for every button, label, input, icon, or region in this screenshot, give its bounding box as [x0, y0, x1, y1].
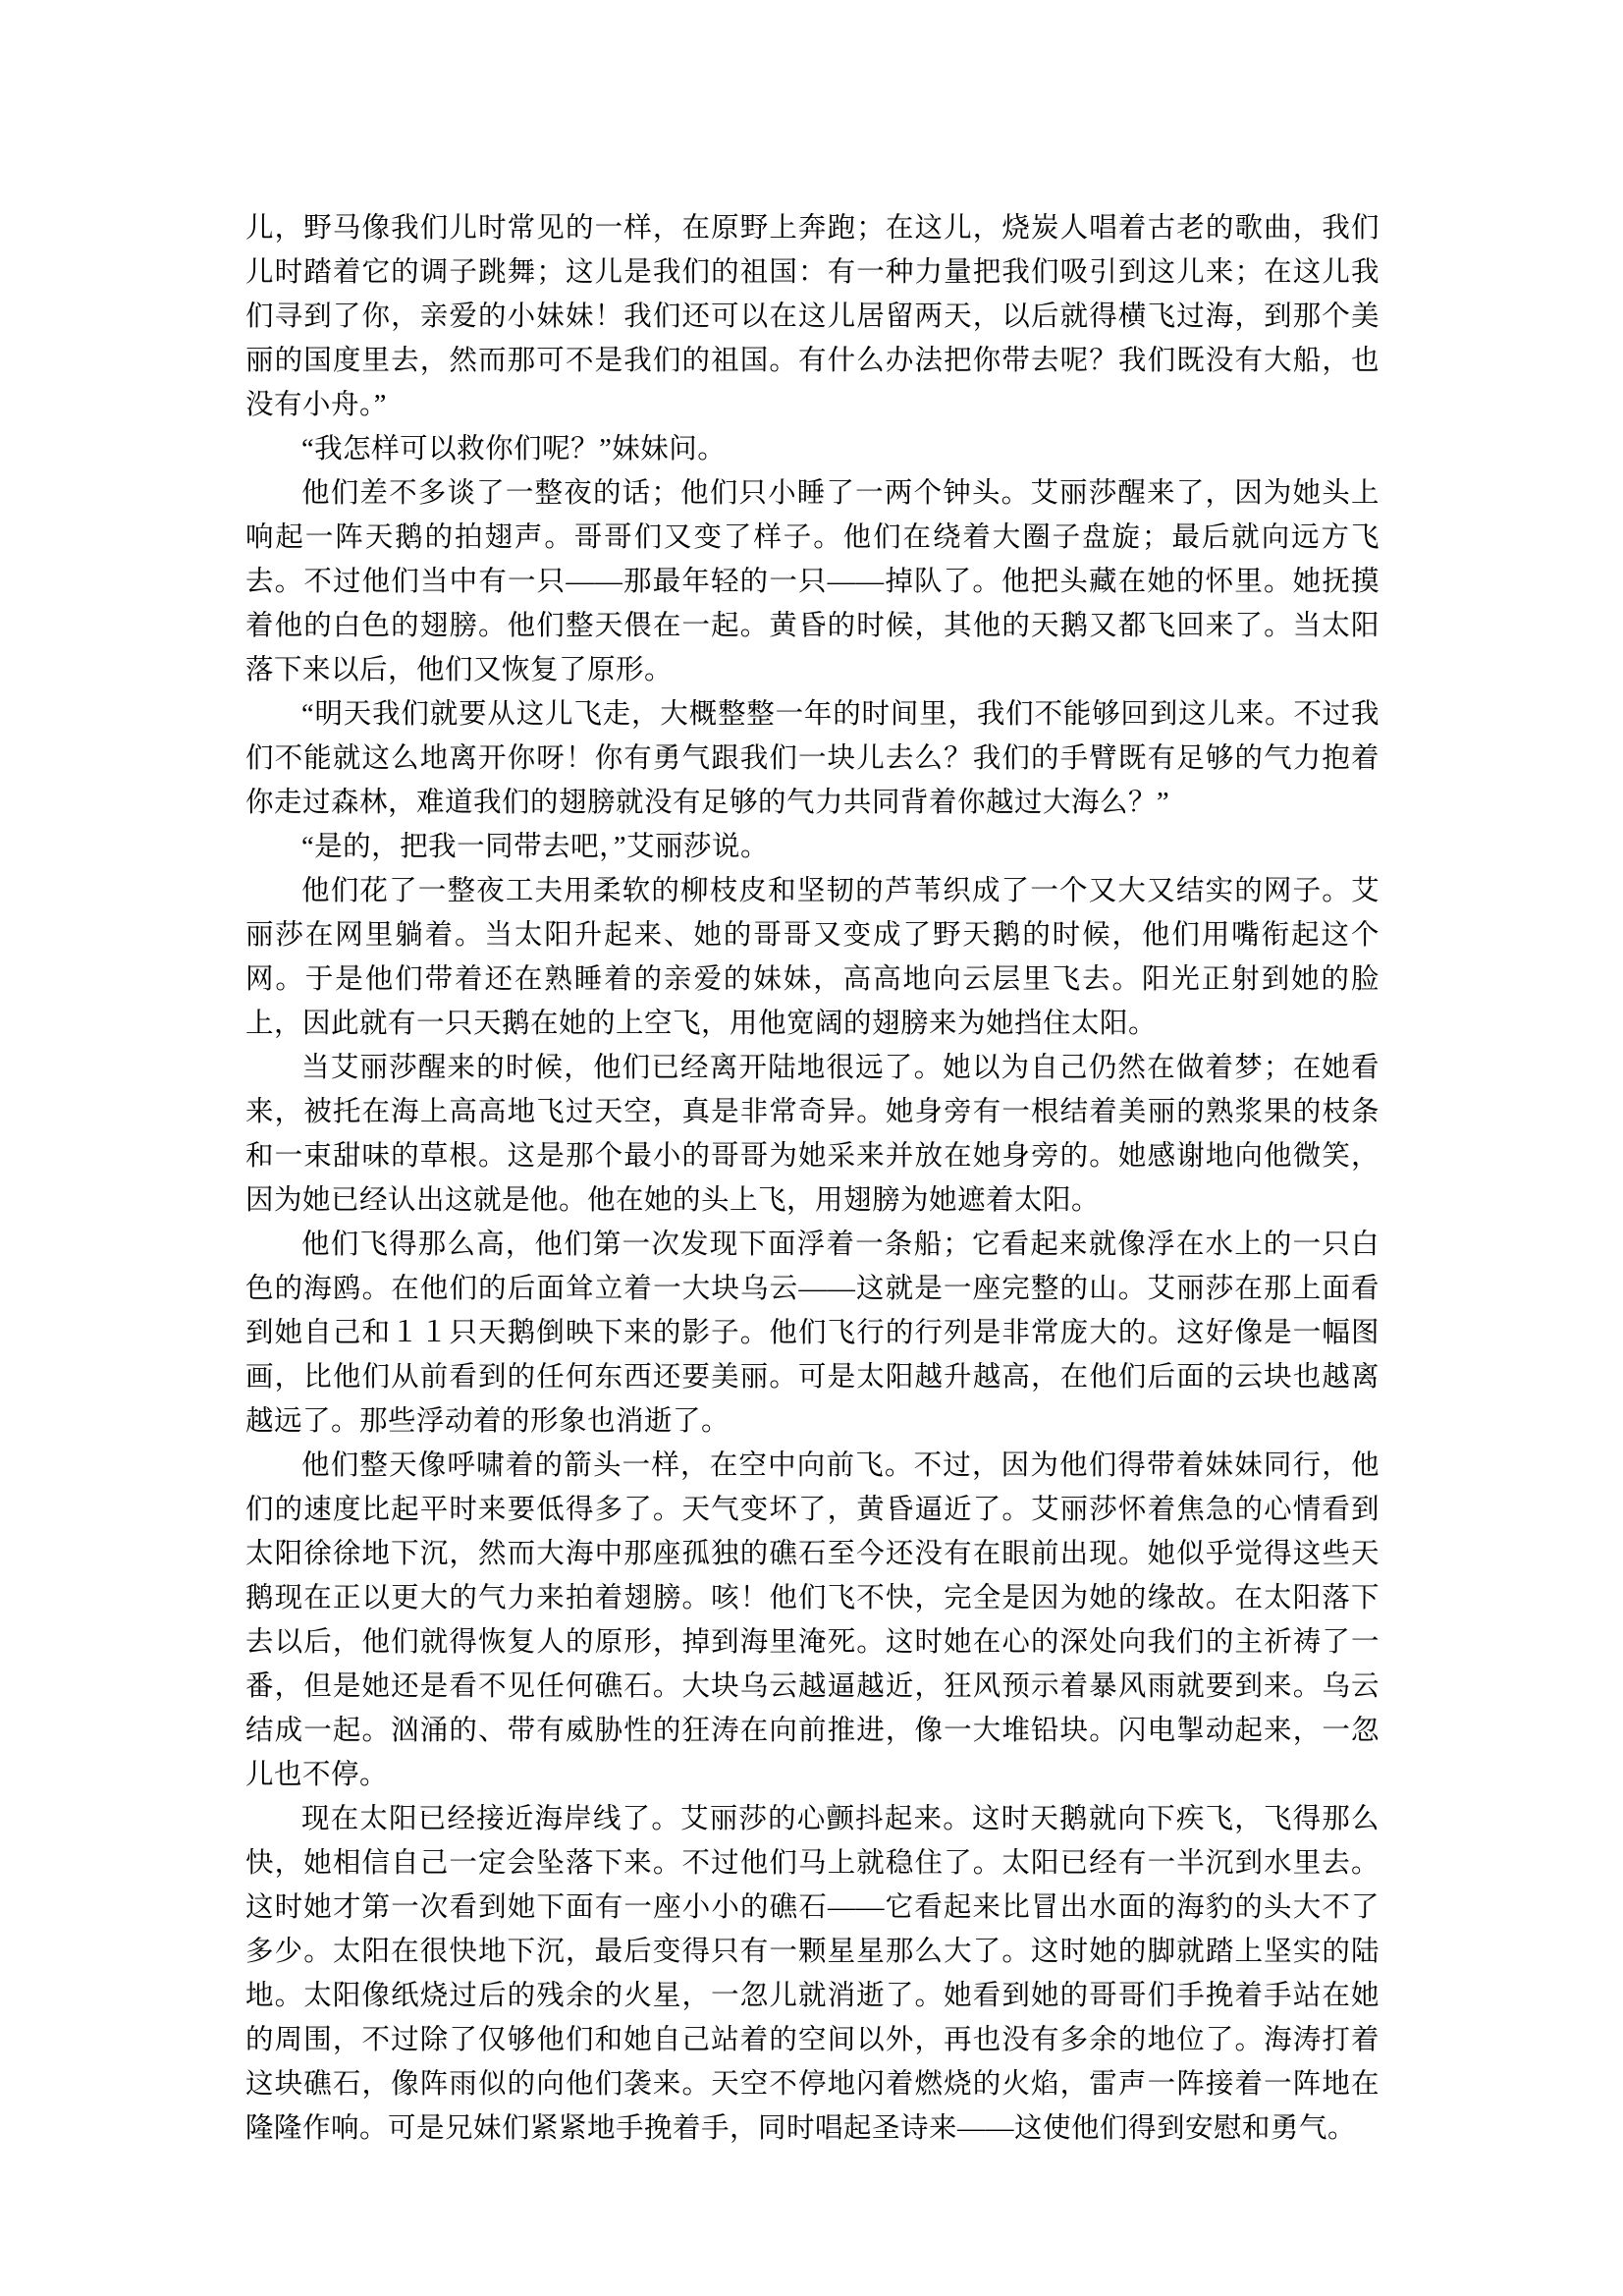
- paragraph: “是的，把我一同带去吧，”艾丽莎说。: [301, 832, 770, 862]
- paragraph: 他们花了一整夜工夫用柔软的柳枝皮和坚韧的芦苇织成了一个又大又结实的网子。艾丽莎在网里躺着。当太阳升起来、她的哥哥又变成了野天鹅的时候，他们用嘴衔起这个网。于是他们带着还在熟睡着的亲爱的妹妹，高高地向云层里飞去。阳光正射到她的脸上，因此就有一只天鹅在她的上空飞，用他宽阔的翅膀来为她挡住太阳。: [245, 876, 1380, 1039]
- paragraph: 当艾丽莎醒来的时候，他们已经离开陆地很远了。她以为自己仍然在做着梦；在她看来，被托在海上高高地飞过天空，真是非常奇异。她身旁有一根结着美丽的熟浆果的枝条和一束甜味的草根。这是那个最小的哥哥为她采来并放在她身旁的。她感谢地向他微笑，因为她已经认出这就是他。他在她的头上飞，用翅膀为她遮着太阳。: [245, 1053, 1380, 1216]
- paragraph: “我怎样可以救你们呢？”妹妹问。: [301, 434, 727, 465]
- paragraph: “明天我们就要从这儿飞走，大概整整一年的时间里，我们不能够回到这儿来。不过我们不能就这么地离开你呀！你有勇气跟我们一块儿去么？我们的手臂既有足够的气力抱着你走过森林，难道我们的翅膀就没有足够的气力共同背着你越过大海么？”: [245, 699, 1380, 818]
- paragraph: 他们差不多谈了一整夜的话；他们只小睡了一两个钟头。艾丽莎醒来了，因为她头上响起一阵天鹅的拍翅声。哥哥们又变了样子。他们在绕着大圈子盘旋；最后就向远方飞去。不过他们当中有一只——那最年轻的一只——掉队了。他把头藏在她的怀里。她抚摸着他的白色的翅膀。他们整天偎在一起。黄昏的时候，其他的天鹅又都飞回来了。当太阳落下来以后，他们又恢复了原形。: [245, 478, 1380, 685]
- document-text: [245, 206, 1380, 2151]
- paragraph: 他们整天像呼啸着的箭头一样，在空中向前飞。不过，因为他们得带着妹妹同行，他们的速度比起平时来要低得多了。天气变坏了，黄昏逼近了。艾丽莎怀着焦急的心情看到太阳徐徐地下沉，然而大海中那座孤独的礁石至今还没有在眼前出现。她似乎觉得这些天鹅现在正以更大的气力来拍着翅膀。咳！他们飞不快，完全是因为她的缘故。在太阳落下去以后，他们就得恢复人的原形，掉到海里淹死。这时她在心的深处向我们的主祈祷了一番，但是她还是看不见任何礁石。大块乌云越逼越近，狂风预示着暴风雨就要到来。乌云结成一起。汹涌的、带有威胁性的狂涛在向前推进，像一大堆铅块。闪电掣动起来，一忽儿也不停。: [245, 1450, 1380, 1790]
- paragraph: 现在太阳已经接近海岸线了。艾丽莎的心颤抖起来。这时天鹅就向下疾飞，飞得那么快，她相信自己一定会坠落下来。不过他们马上就稳住了。太阳已经有一半沉到水里去。这时她才第一次看到她下面有一座小小的礁石——它看起来比冒出水面的海豹的头大不了多少。太阳在很快地下沉，最后变得只有一颗星星那么大了。这时她的脚就踏上坚实的陆地。太阳像纸烧过后的残余的火星，一忽儿就消逝了。她看到她的哥哥们手挽着手站在她的周围，不过除了仅够他们和她自己站着的空间以外，再也没有多余的地位了。海涛打着这块礁石，像阵雨似的向他们袭来。天空不停地闪着燃烧的火焰，雷声一阵接着一阵地在隆隆作响。可是兄妹们紧紧地手挽着手，同时唱起圣诗来——这使他们得到安慰和勇气。: [245, 1804, 1380, 2144]
- paragraph: 他们飞得那么高，他们第一次发现下面浮着一条船；它看起来就像浮在水上的一只白色的海鸥。在他们的后面耸立着一大块乌云——这就是一座完整的山。艾丽莎在那上面看到她自己和１１只天鹅倒映下来的影子。他们飞行的行列是非常庞大的。这好像是一幅图画，比他们从前看到的任何东西还要美丽。可是太阳越升越高，在他们后面的云块也越离越远了。那些浮动着的形象也消逝了。: [245, 1230, 1380, 1437]
- paragraph: 儿，野马像我们儿时常见的一样，在原野上奔跑；在这儿，烧炭人唱着古老的歌曲，我们儿时踏着它的调子跳舞；这儿是我们的祖国：有一种力量把我们吸引到这儿来；在这儿我们寻到了你，亲爱的小妹妹！我们还可以在这儿居留两天，以后就得横飞过海，到那个美丽的国度里去，然而那可不是我们的祖国。有什么办法把你带去呢？我们既没有大船，也没有小舟。”: [245, 213, 1380, 420]
